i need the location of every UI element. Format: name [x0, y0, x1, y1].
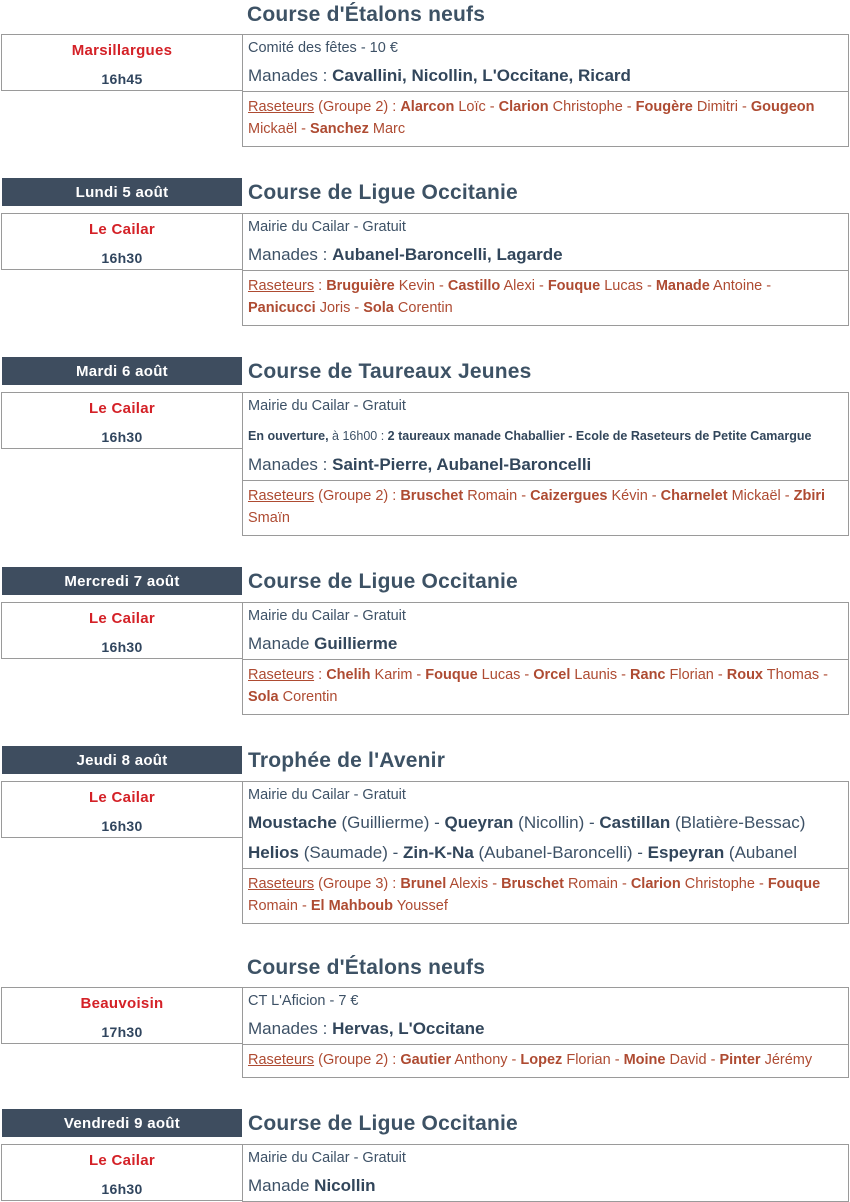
- event-details-cell: [242, 213, 849, 326]
- organizer-price-row: Mairie du Cailar - Gratuit: [248, 787, 406, 803]
- raseteur-firstname: Smaïn: [248, 510, 290, 526]
- manades-prefix: Manade: [248, 634, 315, 653]
- raseteur-lastname: Clarion: [498, 99, 549, 115]
- raseteur-lastname: Castillo: [447, 278, 501, 294]
- event-body: [1, 213, 849, 326]
- manades-names: Guillierme: [314, 634, 398, 653]
- raseteur-firstname: Mickaël: [248, 121, 298, 137]
- location-time-cell: [1, 213, 243, 270]
- raseteur-firstname: Alexis: [446, 876, 489, 892]
- event-details-cell: [242, 34, 849, 147]
- event-details-cell: [242, 1144, 849, 1202]
- organizer-price-row: Comité des fêtes - 10 €: [248, 40, 398, 56]
- manades-names: Nicollin: [314, 1176, 376, 1195]
- manades-prefix: Manades :: [248, 1019, 333, 1038]
- raseteur-firstname: Karim: [370, 667, 413, 683]
- event-body: [1, 987, 849, 1078]
- horse-name: Castillan: [599, 813, 671, 832]
- horse-manade: (Aubanel: [724, 843, 797, 862]
- raseteur-lastname: Bruschet: [400, 488, 464, 504]
- event-body: [1, 392, 849, 536]
- raseteur-firstname: Marc: [368, 121, 406, 137]
- raseteur-firstname: David: [665, 1052, 707, 1068]
- event-body: [1, 34, 849, 147]
- raseteurs-row: Raseteurs : Chelih Karim - Fouque Lucas - Orcel Launis - Ranc Florian - Roux Thomas - Sola Corentin: [243, 659, 848, 714]
- event-title: Course de Taureaux Jeunes: [248, 359, 532, 383]
- event-block: [0, 1109, 849, 1202]
- organizer-price-row: Mairie du Cailar - Gratuit: [248, 1150, 406, 1166]
- organizer-price-row: Mairie du Cailar - Gratuit: [248, 398, 406, 414]
- location-label: Marsillargues: [71, 42, 173, 59]
- raseteur-lastname: Fouque: [767, 876, 821, 892]
- event-block: [0, 955, 849, 1078]
- raseteur-lastname: Lopez: [520, 1052, 563, 1068]
- raseteur-lastname: Orcel: [533, 667, 571, 683]
- manades-names: Hervas, L'Occitane: [332, 1019, 485, 1038]
- event-header: [0, 357, 849, 385]
- event-details-cell: [242, 602, 849, 715]
- event-block: [0, 2, 849, 147]
- raseteur-firstname: Kevin: [394, 278, 435, 294]
- horse-name: Helios: [248, 843, 300, 862]
- note-segment: manade Chaballier - Ecole de Raseteurs de Petite Camargue: [453, 429, 812, 443]
- location-label: Beauvoisin: [80, 995, 164, 1012]
- raseteur-lastname: Bruschet: [501, 876, 564, 892]
- raseteur-lastname: Moine: [623, 1052, 666, 1068]
- time-label: 17h30: [101, 1024, 143, 1040]
- raseteur-lastname: Clarion: [630, 876, 681, 892]
- time-label: 16h45: [101, 71, 143, 87]
- manades-row: [243, 1014, 848, 1044]
- raseteur-firstname: Anthony: [451, 1052, 508, 1068]
- event-block: [0, 357, 849, 536]
- manades-prefix: Manades :: [248, 245, 333, 264]
- raseteur-firstname: Romain: [463, 488, 518, 504]
- event-body: [1, 602, 849, 715]
- manades-prefix: Manade: [248, 1176, 315, 1195]
- manades-row: [243, 240, 848, 270]
- event-header: [0, 178, 849, 206]
- event-title: Course de Ligue Occitanie: [248, 1111, 518, 1135]
- raseteur-lastname: Alarcon: [400, 99, 455, 115]
- raseteur-firstname: Christophe: [548, 99, 623, 115]
- location-time-cell: [1, 1144, 243, 1201]
- horse-name: Moustache: [248, 813, 337, 832]
- event-details-cell: [242, 987, 849, 1078]
- raseteur-lastname: Ranc: [630, 667, 666, 683]
- raseteur-lastname: Sola: [248, 689, 279, 705]
- event-block: [0, 746, 849, 924]
- raseteurs-label: Raseteurs: [248, 1052, 315, 1068]
- event-header: [0, 1109, 849, 1137]
- raseteur-lastname: Gautier: [400, 1052, 452, 1068]
- raseteur-lastname: Fouque: [425, 667, 478, 683]
- raseteur-firstname: Joris: [315, 300, 351, 316]
- raseteur-firstname: Jérémy: [760, 1052, 813, 1068]
- time-label: 16h30: [101, 250, 143, 266]
- time-label: 16h30: [101, 818, 143, 834]
- raseteur-lastname: Fouque: [547, 278, 601, 294]
- manades-row: [243, 629, 848, 659]
- location-label: Le Cailar: [88, 400, 156, 417]
- manades-names: Saint-Pierre, Aubanel-Baroncelli: [332, 455, 592, 474]
- event-header: [0, 567, 849, 595]
- raseteur-firstname: Youssef: [393, 898, 448, 914]
- raseteur-lastname: Caizergues: [530, 488, 608, 504]
- raseteur-firstname: Lucas: [477, 667, 521, 683]
- manades-names: Aubanel-Baroncelli, Lagarde: [332, 245, 563, 264]
- raseteur-firstname: Dimitri: [692, 99, 738, 115]
- horses-row: Moustache (Guillierme) - Queyran (Nicollin) - Castillan (Blatière-Bessac): [248, 813, 806, 832]
- event-block: [0, 178, 849, 326]
- date-band: Lundi 5 août: [2, 178, 242, 206]
- date-band: Mercredi 7 août: [2, 567, 242, 595]
- raseteur-firstname: Lucas: [600, 278, 643, 294]
- raseteur-lastname: Bruguière: [326, 278, 395, 294]
- location-label: Le Cailar: [88, 1152, 156, 1169]
- time-label: 16h30: [101, 1181, 143, 1197]
- raseteur-firstname: Corentin: [393, 300, 453, 316]
- raseteurs-row: Raseteurs (Groupe 2) : Bruschet Romain - Caizergues Kévin - Charnelet Mickaël - Zbiri Smaïn: [243, 480, 848, 535]
- date-band: Vendredi 9 août: [2, 1109, 242, 1137]
- horse-name: Espeyran: [647, 843, 725, 862]
- organizer-price-row: CT L'Aficion - 7 €: [248, 993, 359, 1009]
- raseteur-firstname: Antoine: [709, 278, 763, 294]
- location-time-cell: [1, 987, 243, 1044]
- raseteur-firstname: Florian: [562, 1052, 611, 1068]
- horse-manade: (Guillierme): [336, 813, 430, 832]
- horse-name: Queyran: [444, 813, 514, 832]
- event-title: Course d'Étalons neufs: [247, 956, 486, 979]
- horse-manade: (Nicollin): [513, 813, 585, 832]
- event-title: Course d'Étalons neufs: [247, 3, 486, 26]
- location-time-cell: [1, 602, 243, 659]
- manades-row: [243, 61, 848, 91]
- location-time-cell: [1, 34, 243, 91]
- raseteur-firstname: Kévin: [607, 488, 648, 504]
- event-details-cell: [242, 781, 849, 924]
- manades-prefix: Manades :: [248, 455, 333, 474]
- organizer-price-row: Mairie du Cailar - Gratuit: [248, 219, 406, 235]
- raseteur-firstname: Romain: [563, 876, 618, 892]
- raseteur-firstname: Florian: [665, 667, 714, 683]
- organizer-price-row: Mairie du Cailar - Gratuit: [248, 608, 406, 624]
- raseteur-lastname: Sanchez: [310, 121, 369, 137]
- date-band: Mardi 6 août: [2, 357, 242, 385]
- raseteur-firstname: Launis: [570, 667, 618, 683]
- manades-prefix: Manades :: [248, 66, 333, 85]
- raseteurs-label: Raseteurs: [248, 667, 315, 683]
- raseteur-firstname: Alexi: [500, 278, 535, 294]
- raseteur-lastname: Manade: [655, 278, 710, 294]
- event-title: Course de Ligue Occitanie: [248, 569, 518, 593]
- horse-name: Zin-K-Na: [402, 843, 474, 862]
- event-header: [0, 746, 849, 774]
- horse-manade: (Saumade): [299, 843, 388, 862]
- manades-names: Cavallini, Nicollin, L'Occitane, Ricard: [332, 66, 631, 85]
- raseteur-firstname: Romain: [248, 898, 298, 914]
- opening-note-row: [243, 419, 848, 450]
- raseteur-firstname: Corentin: [278, 689, 338, 705]
- raseteur-lastname: Sola: [363, 300, 394, 316]
- raseteur-lastname: Roux: [726, 667, 763, 683]
- location-label: Le Cailar: [88, 610, 156, 627]
- horse-manade: (Blatière-Bessac): [670, 813, 806, 832]
- raseteur-firstname: Mickaël: [727, 488, 781, 504]
- raseteurs-label: Raseteurs: [248, 278, 315, 294]
- raseteur-lastname: Chelih: [326, 667, 371, 683]
- note-segment: à 16h00 :: [328, 429, 388, 443]
- raseteur-lastname: Gougeon: [750, 99, 815, 115]
- location-label: Le Cailar: [88, 789, 156, 806]
- event-header: [0, 955, 849, 980]
- location-time-cell: [1, 392, 243, 449]
- raseteurs-row: Raseteurs (Groupe 2) : Alarcon Loïc - Clarion Christophe - Fougère Dimitri - Gougeon Mickaël - Sanchez Marc: [243, 91, 848, 146]
- raseteur-lastname: Brunel: [400, 876, 447, 892]
- event-header: [0, 2, 849, 27]
- horse-manade: (Aubanel-Baroncelli): [473, 843, 633, 862]
- raseteur-lastname: Pinter: [719, 1052, 761, 1068]
- time-label: 16h30: [101, 639, 143, 655]
- location-label: Le Cailar: [88, 221, 156, 238]
- event-block: [0, 567, 849, 715]
- event-body: [1, 781, 849, 924]
- raseteur-firstname: Loïc: [454, 99, 486, 115]
- note-segment: En ouverture,: [248, 429, 329, 443]
- time-label: 16h30: [101, 429, 143, 445]
- note-segment: 2 taureaux: [387, 429, 454, 443]
- date-band: Jeudi 8 août: [2, 746, 242, 774]
- location-time-cell: [1, 781, 243, 838]
- raseteurs-row: Raseteurs (Groupe 3) : Brunel Alexis - Bruschet Romain - Clarion Christophe - Fouque Romain - El Mahboub Youssef: [243, 868, 848, 923]
- event-title: Course de Ligue Occitanie: [248, 180, 518, 204]
- raseteurs-label: Raseteurs: [248, 876, 315, 892]
- raseteur-lastname: Charnelet: [660, 488, 728, 504]
- raseteurs-row: Raseteurs (Groupe 2) : Gautier Anthony - Lopez Florian - Moine David - Pinter Jérémy: [243, 1044, 848, 1077]
- raseteur-lastname: Panicucci: [248, 300, 316, 316]
- raseteurs-label: Raseteurs: [248, 99, 315, 115]
- event-title: Trophée de l'Avenir: [248, 748, 446, 772]
- horses-row: Helios (Saumade) - Zin-K-Na (Aubanel-Baroncelli) - Espeyran (Aubanel: [248, 843, 797, 862]
- raseteur-firstname: Thomas: [763, 667, 820, 683]
- raseteurs-label: Raseteurs: [248, 488, 315, 504]
- raseteur-lastname: Zbiri: [793, 488, 826, 504]
- raseteurs-row: Raseteurs : Bruguière Kevin - Castillo Alexi - Fouque Lucas - Manade Antoine - Panicucci Joris - Sola Corentin: [243, 270, 848, 325]
- manades-row: [243, 450, 848, 480]
- raseteur-firstname: Christophe: [680, 876, 755, 892]
- event-details-cell: [242, 392, 849, 536]
- raseteur-lastname: El Mahboub: [310, 898, 394, 914]
- event-body: [1, 1144, 849, 1202]
- raseteur-lastname: Fougère: [635, 99, 693, 115]
